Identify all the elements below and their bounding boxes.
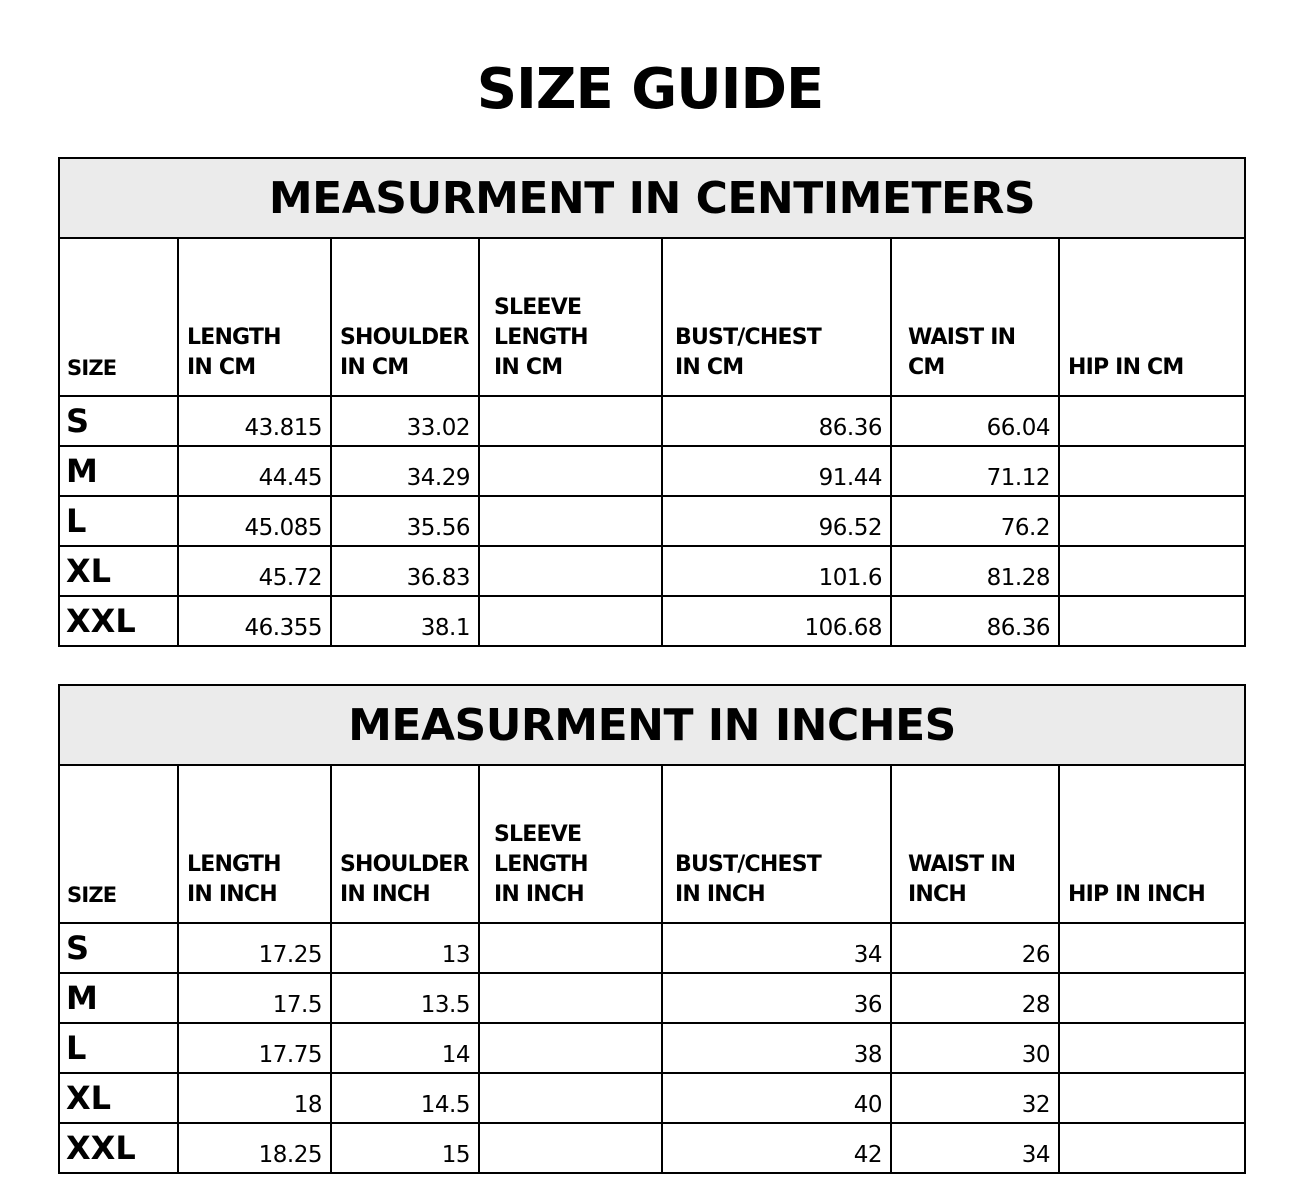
size-table-inches bbox=[58, 684, 1246, 1174]
size-table-centimeters bbox=[58, 157, 1246, 647]
cell-waist: 86.36 bbox=[891, 596, 1059, 646]
size-label: M bbox=[59, 446, 178, 496]
cell-shoulder: 15 bbox=[331, 1123, 479, 1173]
header-line: SIZE bbox=[67, 883, 117, 907]
column-header-waist bbox=[891, 765, 1059, 923]
column-header-shoulder bbox=[331, 238, 479, 396]
header-line: WAIST IN bbox=[908, 325, 1016, 350]
cell-waist: 26 bbox=[891, 923, 1059, 973]
size-label: M bbox=[59, 973, 178, 1023]
table-row bbox=[59, 923, 1245, 973]
column-header-hip bbox=[1059, 238, 1245, 396]
header-row bbox=[59, 765, 1245, 923]
page-title: SIZE GUIDE bbox=[476, 57, 824, 122]
cell-length: 45.72 bbox=[178, 546, 331, 596]
cell-hip bbox=[1059, 396, 1245, 446]
cell-hip bbox=[1059, 973, 1245, 1023]
cell-hip bbox=[1059, 923, 1245, 973]
cell-length: 46.355 bbox=[178, 596, 331, 646]
header-line: WAIST IN bbox=[908, 852, 1016, 877]
header-line: IN CM bbox=[340, 355, 409, 380]
size-label: XXL bbox=[59, 596, 178, 646]
column-header-hip bbox=[1059, 765, 1245, 923]
cell-length: 44.45 bbox=[178, 446, 331, 496]
column-header-bust-chest bbox=[662, 238, 891, 396]
cell-bust-chest: 38 bbox=[662, 1023, 891, 1073]
table-row bbox=[59, 446, 1245, 496]
cell-waist: 30 bbox=[891, 1023, 1059, 1073]
cell-shoulder: 33.02 bbox=[331, 396, 479, 446]
column-header-shoulder bbox=[331, 765, 479, 923]
size-label: S bbox=[59, 923, 178, 973]
cell-shoulder: 14 bbox=[331, 1023, 479, 1073]
cell-hip bbox=[1059, 496, 1245, 546]
cell-length: 17.75 bbox=[178, 1023, 331, 1073]
cell-bust-chest: 86.36 bbox=[662, 396, 891, 446]
cell-length: 18 bbox=[178, 1073, 331, 1123]
header-line: BUST/CHEST bbox=[675, 852, 821, 877]
header-line: IN INCH bbox=[494, 882, 584, 907]
cell-hip bbox=[1059, 1073, 1245, 1123]
table-header bbox=[59, 765, 1245, 923]
header-line: INCH bbox=[908, 882, 966, 907]
cell-waist: 81.28 bbox=[891, 546, 1059, 596]
header-line: SLEEVE bbox=[494, 295, 582, 320]
cell-hip bbox=[1059, 446, 1245, 496]
cell-sleeve-length bbox=[479, 1073, 662, 1123]
cell-sleeve-length bbox=[479, 923, 662, 973]
table-row bbox=[59, 496, 1245, 546]
table-body bbox=[59, 396, 1245, 646]
cell-sleeve-length bbox=[479, 446, 662, 496]
table-row bbox=[59, 546, 1245, 596]
column-header-size bbox=[59, 765, 178, 923]
cell-sleeve-length bbox=[479, 496, 662, 546]
column-header-sleeve-length bbox=[479, 765, 662, 923]
header-row bbox=[59, 238, 1245, 396]
cell-shoulder: 13.5 bbox=[331, 973, 479, 1023]
cell-shoulder: 34.29 bbox=[331, 446, 479, 496]
column-header-bust-chest bbox=[662, 765, 891, 923]
size-label: XL bbox=[59, 1073, 178, 1123]
header-line: IN INCH bbox=[187, 882, 277, 907]
cell-length: 18.25 bbox=[178, 1123, 331, 1173]
table-row bbox=[59, 973, 1245, 1023]
cell-bust-chest: 36 bbox=[662, 973, 891, 1023]
cell-sleeve-length bbox=[479, 973, 662, 1023]
table-title: MEASURMENT IN INCHES bbox=[59, 685, 1245, 765]
cell-sleeve-length bbox=[479, 1023, 662, 1073]
cell-waist: 28 bbox=[891, 973, 1059, 1023]
header-line: SLEEVE bbox=[494, 822, 582, 847]
header-line: CM bbox=[908, 355, 945, 380]
cell-sleeve-length bbox=[479, 546, 662, 596]
size-label: S bbox=[59, 396, 178, 446]
column-header-sleeve-length bbox=[479, 238, 662, 396]
cell-waist: 66.04 bbox=[891, 396, 1059, 446]
cell-waist: 71.12 bbox=[891, 446, 1059, 496]
cell-sleeve-length bbox=[479, 596, 662, 646]
header-line: LENGTH bbox=[494, 325, 588, 350]
cell-bust-chest: 91.44 bbox=[662, 446, 891, 496]
size-label: L bbox=[59, 496, 178, 546]
table-title: MEASURMENT IN CENTIMETERS bbox=[59, 158, 1245, 238]
cell-hip bbox=[1059, 596, 1245, 646]
cell-waist: 76.2 bbox=[891, 496, 1059, 546]
size-label: L bbox=[59, 1023, 178, 1073]
cell-shoulder: 36.83 bbox=[331, 546, 479, 596]
header-line: IN CM bbox=[187, 355, 256, 380]
cell-sleeve-length bbox=[479, 396, 662, 446]
header-line: IN CM bbox=[494, 355, 563, 380]
header-line: HIP IN INCH bbox=[1068, 882, 1205, 907]
cell-shoulder: 14.5 bbox=[331, 1073, 479, 1123]
header-line: IN INCH bbox=[340, 882, 430, 907]
header-line: SHOULDER bbox=[340, 325, 469, 350]
cell-shoulder: 38.1 bbox=[331, 596, 479, 646]
table-header bbox=[59, 238, 1245, 396]
cell-bust-chest: 96.52 bbox=[662, 496, 891, 546]
cell-hip bbox=[1059, 1123, 1245, 1173]
header-line: SHOULDER bbox=[340, 852, 469, 877]
header-line: BUST/CHEST bbox=[675, 325, 821, 350]
header-line: LENGTH bbox=[187, 325, 281, 350]
cell-length: 17.25 bbox=[178, 923, 331, 973]
cell-waist: 32 bbox=[891, 1073, 1059, 1123]
cell-bust-chest: 101.6 bbox=[662, 546, 891, 596]
cell-hip bbox=[1059, 1023, 1245, 1073]
size-label: XXL bbox=[59, 1123, 178, 1173]
table-row bbox=[59, 1023, 1245, 1073]
cell-sleeve-length bbox=[479, 1123, 662, 1173]
cell-length: 45.085 bbox=[178, 496, 331, 546]
cell-length: 17.5 bbox=[178, 973, 331, 1023]
cell-shoulder: 13 bbox=[331, 923, 479, 973]
column-header-waist bbox=[891, 238, 1059, 396]
cell-bust-chest: 34 bbox=[662, 923, 891, 973]
table-row bbox=[59, 1073, 1245, 1123]
size-label: XL bbox=[59, 546, 178, 596]
header-line: LENGTH bbox=[187, 852, 281, 877]
table-row bbox=[59, 396, 1245, 446]
cell-waist: 34 bbox=[891, 1123, 1059, 1173]
cell-hip bbox=[1059, 546, 1245, 596]
column-header-size bbox=[59, 238, 178, 396]
header-line: SIZE bbox=[67, 356, 117, 380]
cell-bust-chest: 106.68 bbox=[662, 596, 891, 646]
cell-bust-chest: 40 bbox=[662, 1073, 891, 1123]
header-line: LENGTH bbox=[494, 852, 588, 877]
header-line: IN INCH bbox=[675, 882, 765, 907]
cell-length: 43.815 bbox=[178, 396, 331, 446]
column-header-length bbox=[178, 238, 331, 396]
column-header-length bbox=[178, 765, 331, 923]
header-line: IN CM bbox=[675, 355, 744, 380]
table-row bbox=[59, 1123, 1245, 1173]
header-line: HIP IN CM bbox=[1068, 355, 1184, 380]
cell-bust-chest: 42 bbox=[662, 1123, 891, 1173]
cell-shoulder: 35.56 bbox=[331, 496, 479, 546]
table-body bbox=[59, 923, 1245, 1173]
table-row bbox=[59, 596, 1245, 646]
